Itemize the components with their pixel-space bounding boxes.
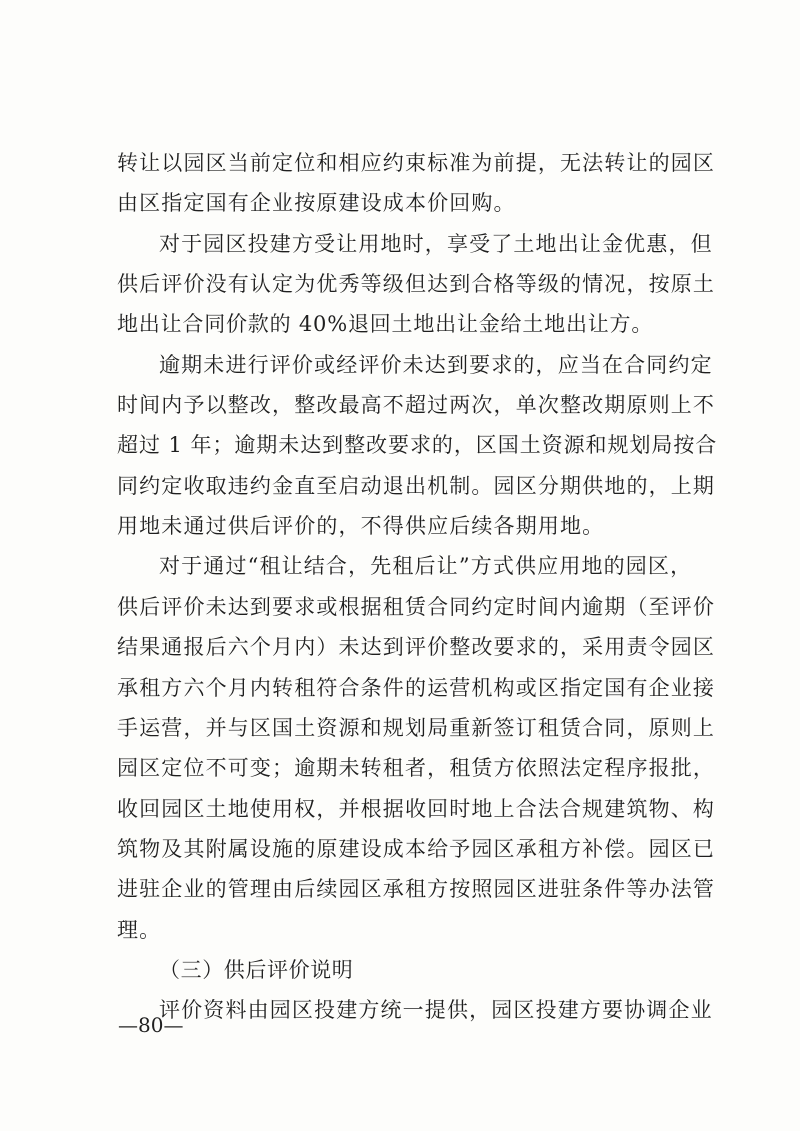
- body-line-text: 时间内予以整改，整改最高不超过两次，单次整改期原则上不: [117, 393, 716, 417]
- body-line-text: 同约定收取违约金直至启动退出机制。园区分期供地的，上期: [117, 474, 716, 498]
- body-line-9: [0, 470, 800, 502]
- body-line-text: 由区指定国有企业按原建设成本价回购。: [117, 191, 516, 215]
- body-line-text: 园区定位不可变；逾期未转租者，租赁方依照法定程序报批，: [117, 756, 716, 780]
- body-line-8: [0, 429, 800, 461]
- body-line-text: 承租方六个月内转租符合条件的运营机构或区指定国有企业接: [117, 676, 716, 700]
- body-line-text: 供后评价没有认定为优秀等级但达到合格等级的情况，按原土: [117, 272, 716, 296]
- body-line-10: [0, 510, 800, 542]
- body-line-1: [0, 147, 800, 179]
- body-line-text: 地出让合同价款的 40%退回土地出让金给土地出让方。: [117, 312, 654, 336]
- body-line-5: [0, 308, 800, 340]
- body-line-text: 结果通报后六个月内）未达到评价整改要求的，采用责令园区: [117, 635, 716, 659]
- body-line-text: 理。: [117, 918, 162, 942]
- body-line-2: [0, 187, 800, 219]
- body-line-16: [0, 752, 800, 784]
- body-line-3: [0, 228, 800, 260]
- body-line-12: [0, 591, 800, 623]
- section-heading: [0, 954, 800, 986]
- body-line-text: 超过 1 年；逾期未达到整改要求的，区国土资源和规划局按合: [117, 433, 718, 457]
- body-line-text: 评价资料由园区投建方统一提供，园区投建方要协调企业: [159, 998, 713, 1022]
- body-line-text: 对于园区投建方受让用地时，享受了土地出让金优惠，但: [159, 232, 713, 256]
- page-number: —80—: [118, 1013, 184, 1037]
- body-line-text: 用地未通过供后评价的，不得供应后续各期用地。: [117, 514, 605, 538]
- body-line-text: 手运营，并与区国土资源和规划局重新签订租赁合同，原则上: [117, 716, 716, 740]
- body-line-text: 转让以园区当前定位和相应约束标准为前提，无法转让的园区: [117, 151, 716, 175]
- body-line-13: [0, 631, 800, 663]
- body-line-19: [0, 873, 800, 905]
- body-line-7: [0, 389, 800, 421]
- body-line-18: [0, 833, 800, 865]
- body-line-6: [0, 349, 800, 381]
- section-heading-text: （三）供后评价说明: [159, 958, 354, 982]
- body-line-text: 逾期未进行评价或经评价未达到要求的，应当在合同约定: [159, 353, 713, 377]
- body-line-text: 进驻企业的管理由后续园区承租方按照园区进驻条件等办法管: [117, 877, 716, 901]
- body-line-14: [0, 672, 800, 704]
- body-line-text: 筑物及其附属设施的原建设成本给予园区承租方补偿。园区已: [117, 837, 716, 861]
- body-line-20: [0, 914, 800, 946]
- body-line-4: [0, 268, 800, 300]
- body-line-15: [0, 712, 800, 744]
- body-line-11: [0, 550, 800, 582]
- body-line-17: [0, 793, 800, 825]
- body-line-text: 对于通过“租让结合，先租后让”方式供应用地的园区，: [159, 554, 693, 578]
- body-line-text: 供后评价未达到要求或根据租赁合同约定时间内逾期（至评价: [117, 595, 716, 619]
- body-line-text: 收回园区土地使用权，并根据收回时地上合法合规建筑物、构: [117, 797, 716, 821]
